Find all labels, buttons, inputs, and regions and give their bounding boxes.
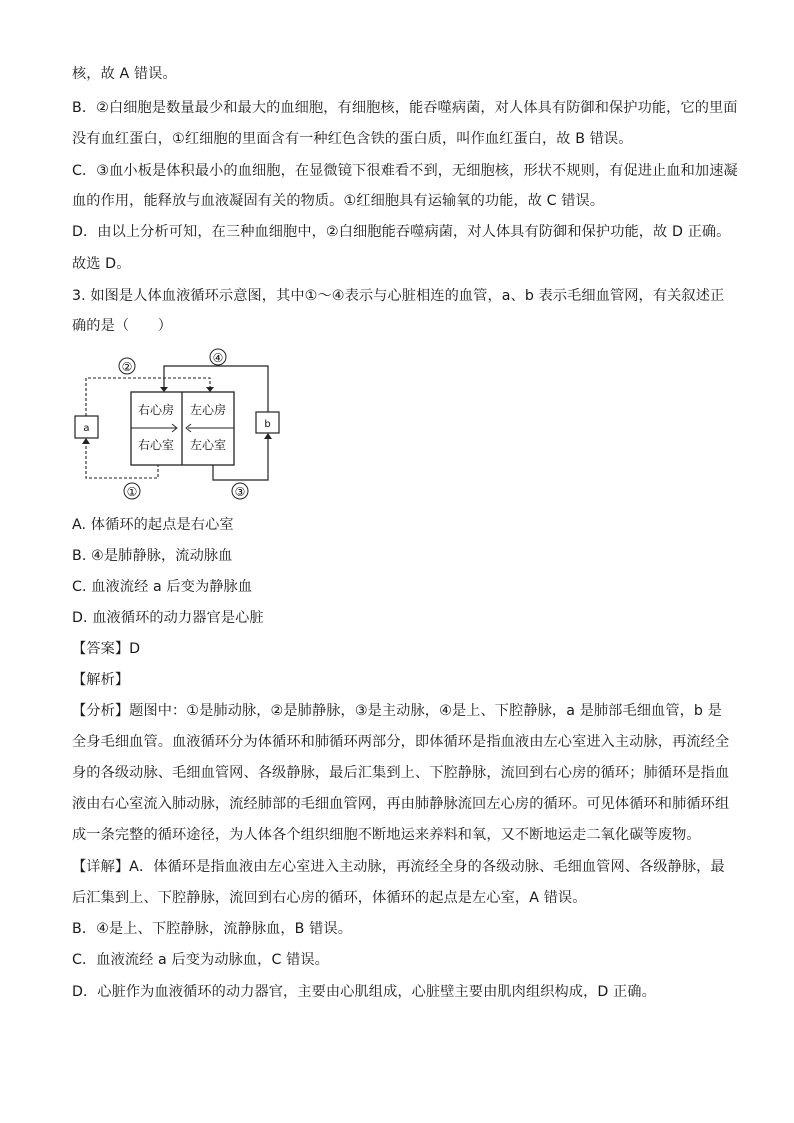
text-line: C．血液流经 a 后变为动脉血，C 错误。	[72, 952, 329, 968]
text-line: D．由以上分析可知，在三种血细胞中，②白细胞能吞噬病菌，对人体具有防御和保护功能，故 D 正确。	[72, 224, 731, 240]
text-line: C．③血小板是体积最小的血细胞，在显微镜下很难看不到，无细胞核，形状不规则，有促进止血和加速凝	[72, 163, 738, 179]
vessel-label-3: ③	[234, 485, 246, 499]
text-line: 故选 D。	[72, 256, 131, 272]
text-line: 血的作用，能释放与血液凝固有关的物质。①红细胞具有运输氧的功能，故 C 错误。	[72, 193, 605, 209]
option-c: C. 血液流经 a 后变为静脉血	[72, 579, 253, 595]
chamber-right-ventricle: 右心室	[137, 438, 175, 452]
blood-circulation-diagram	[72, 344, 292, 504]
answer: 【答案】D	[72, 641, 141, 657]
vessel-label-2: ②	[121, 360, 133, 374]
capillary-a-label: a	[83, 423, 90, 434]
text-line: B．②白细胞是数量最少和最大的血细胞，有细胞核，能吞噬病菌，对人体具有防御和保护功能，它的里面	[72, 100, 738, 116]
text-line: 液由右心室流入肺动脉，流经肺部的毛细血管网，再由肺静脉流回左心房的循环。可见体循环和肺循环组	[72, 796, 730, 812]
analysis-heading: 【解析】	[72, 672, 130, 688]
option-a: A. 体循环的起点是右心室	[72, 517, 234, 533]
question-stem: 3. 如图是人体血液循环示意图，其中①～④表示与心脏相连的血管，a、b 表示毛细血管网，有关叙述正	[72, 288, 725, 304]
text-line: 【详解】A．体循环是指血液由左心室进入主动脉，再流经全身的各级动脉、毛细血管网、各级静脉，最	[72, 859, 725, 875]
text-line: 核，故 A 错误。	[72, 66, 177, 82]
text-line: 全身毛细血管。血液循环分为体循环和肺循环两部分，即体循环是指血液由左心室进入主动脉，再流经全	[72, 734, 730, 750]
text-line: 后汇集到上、下腔静脉，流回到右心房的循环，体循环的起点是左心室，A 错误。	[72, 890, 587, 906]
text-line: 【分析】题图中：①是肺动脉，②是肺静脉，③是主动脉，④是上、下腔静脉，a 是肺部毛细血管，b 是	[72, 703, 722, 719]
option-b: B. ④是肺静脉，流动脉血	[72, 548, 233, 564]
text-line: 没有血红蛋白，①红细胞的里面含有一种红色含铁的蛋白质，叫作血红蛋白，故 B 错误。	[72, 131, 633, 147]
text-line: B．④是上、下腔静脉，流静脉血，B 错误。	[72, 921, 352, 937]
text-line: 身的各级动脉、毛细血管网、各级静脉，最后汇集到上、下腔静脉，流回到右心房的循环；肺循环是指血	[72, 765, 730, 781]
chamber-left-ventricle: 左心室	[189, 438, 227, 452]
chamber-left-atrium: 左心房	[189, 403, 227, 417]
text-line: D．心脏作为血液循环的动力器官，主要由心肌组成，心脏壁主要由肌肉组织构成，D 正确。	[72, 984, 656, 1000]
vessel-label-1: ①	[126, 485, 138, 499]
chamber-right-atrium: 右心房	[137, 403, 175, 417]
vessel-label-4: ④	[212, 351, 224, 365]
option-d: D. 血液循环的动力器官是心脏	[72, 610, 264, 626]
capillary-b-label: b	[264, 419, 271, 430]
question-stem: 确的是（ ）	[72, 318, 173, 334]
text-line: 成一条完整的循环途径，为人体各个组织细胞不断地运来养料和氧，又不断地运走二氧化碳等废物。	[72, 827, 701, 843]
